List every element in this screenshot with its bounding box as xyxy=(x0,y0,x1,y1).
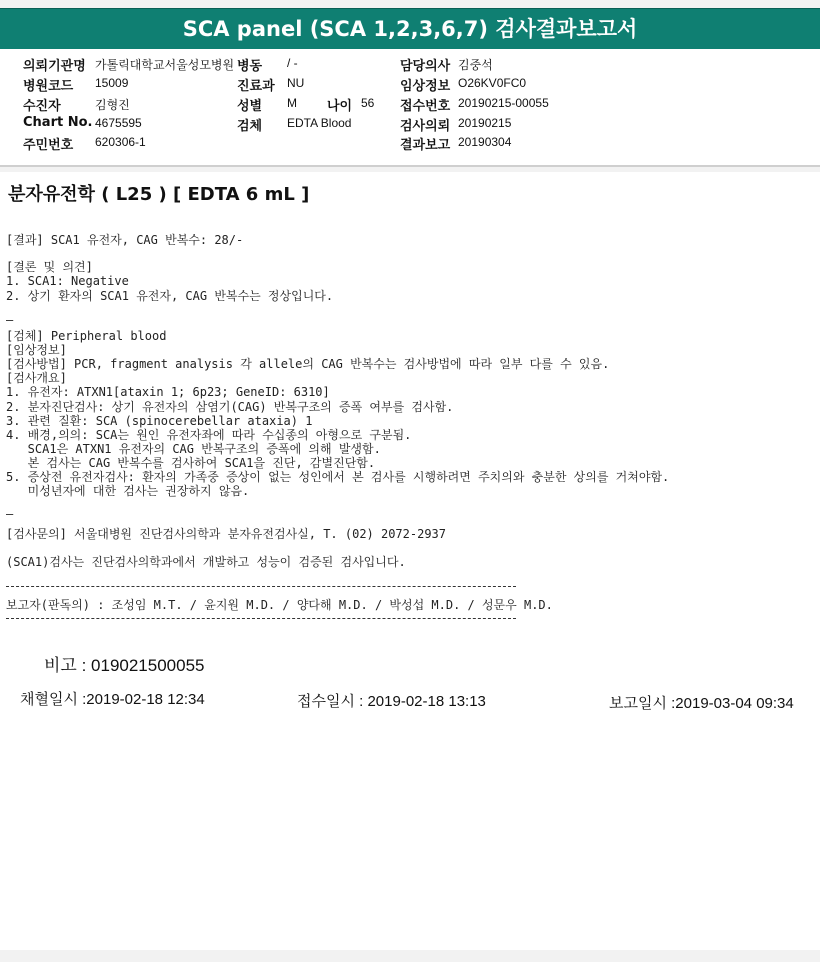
clinical-info-value: O26KV0FC0 xyxy=(458,76,527,90)
reporter-rule-bottom xyxy=(6,618,516,619)
chart-no-value: 4675595 xyxy=(95,116,142,130)
ward-value: / - xyxy=(287,56,298,70)
doctor-label: 담당의사 xyxy=(400,59,451,74)
collect-time-value: 2019-02-18 12:34 xyxy=(86,691,205,708)
reporters-line: 보고자(판독의) : 조성임 M.T. / 윤지원 M.D. / 양다해 M.D. / 박성섭 M.D. / 성문우 M.D. xyxy=(6,598,553,612)
clinical-info-label: 임상정보 xyxy=(400,79,451,94)
rrn-label: 주민번호 xyxy=(23,138,74,153)
collect-time-label: 채혈일시 : xyxy=(20,691,87,708)
institution-value: 가톨릭대학교서울성모병원 xyxy=(95,58,235,72)
remark-value: 019021500055 xyxy=(91,656,205,675)
overview-item-background-2: SCA1은 ATXN1 유전자의 CAG 반복구조의 증폭에 의해 발생함. xyxy=(6,442,381,456)
clinical-info-line: [임상정보] xyxy=(6,343,67,357)
receive-time-label: 접수일시 : xyxy=(297,693,364,710)
report-title-bar xyxy=(0,8,820,50)
collect-time xyxy=(20,688,205,709)
report-date-value: 20190304 xyxy=(458,135,512,149)
validation-line: (SCA1)검사는 진단검사의학과에서 개발하고 성능이 검증된 검사입니다. xyxy=(6,555,406,569)
specimen-line: [검체] Peripheral blood xyxy=(6,329,167,343)
dept-value: NU xyxy=(287,76,305,90)
inquiry-line: [검사문의] 서울대병원 진단검사의학과 분자유전검사실, T. (02) 2072-2937 xyxy=(6,527,447,541)
hospital-code-label: 병원코드 xyxy=(23,79,74,94)
overview-item-disease: 3. 관련 질환: SCA (spinocerebellar ataxia) 1 xyxy=(6,414,313,428)
overview-item-presymptomatic-2: 미성년자에 대한 검사는 권장하지 않음. xyxy=(6,484,250,498)
conclusion-item-2: 2. 상기 환자의 SCA1 유전자, CAG 반복수는 정상입니다. xyxy=(6,289,334,303)
specimen-value: EDTA Blood xyxy=(287,116,352,130)
sex-label: 성별 xyxy=(237,99,263,114)
result-line: [결과] SCA1 유전자, CAG 반복수: 28/- xyxy=(6,233,244,247)
conclusion-item-1: 1. SCA1: Negative xyxy=(6,274,129,288)
report-date-label: 결과보고 xyxy=(400,138,451,153)
overview-heading: [검사개요] xyxy=(6,371,67,385)
sex-value: M xyxy=(287,96,297,110)
overview-item-gene: 1. 유전자: ATXN1[ataxin 1; 6p23; GeneID: 6310] xyxy=(6,385,330,399)
specimen-label: 검체 xyxy=(237,119,263,134)
report-time-value: 2019-03-04 09:34 xyxy=(675,695,794,712)
request-date-value: 20190215 xyxy=(458,116,512,130)
accession-value: 20190215-00055 xyxy=(458,96,549,110)
hospital-code-value: 15009 xyxy=(95,76,129,90)
overview-item-presymptomatic: 5. 증상전 유전자검사: 환자의 가족중 증상이 없는 성인에서 본 검사를 시행하려면 주치의와 충분한 상의를 거쳐야함. xyxy=(6,470,670,484)
report-body xyxy=(0,172,820,950)
patient-value: 김형진 xyxy=(95,98,130,112)
overview-item-background-3: 본 검사는 CAG 반복수를 검사하여 SCA1을 진단, 감별진단함. xyxy=(6,456,376,470)
rrn-value: 620306-1 xyxy=(95,135,146,149)
patient-info-panel xyxy=(0,49,820,167)
overview-item-test: 2. 분자진단검사: 상기 유전자의 삼염기(CAG) 반복구조의 증폭 여부를 검사함. xyxy=(6,400,454,414)
institution-label: 의뢰기관명 xyxy=(23,59,86,74)
doctor-value: 김중석 xyxy=(458,58,493,72)
report-title: SCA panel (SCA 1,2,3,6,7) 검사결과보고서 xyxy=(182,17,638,41)
report-time-label: 보고일시 : xyxy=(609,695,676,712)
reporter-rule-top xyxy=(6,586,516,587)
chart-no-label: Chart No. xyxy=(23,115,93,130)
age-label: 나이 xyxy=(327,99,353,114)
separator-dash-2: — xyxy=(6,507,14,521)
receive-time-value: 2019-02-18 13:13 xyxy=(367,693,486,710)
conclusion-heading: [결론 및 의견] xyxy=(6,260,93,274)
section-heading: 분자유전학 ( L25 ) [ EDTA 6 mL ] xyxy=(8,184,310,205)
patient-label: 수진자 xyxy=(23,99,61,114)
remark xyxy=(44,651,205,676)
ward-label: 병동 xyxy=(237,59,263,74)
report-time xyxy=(609,692,794,713)
method-line: [검사방법] PCR, fragment analysis 각 allele의 CAG 반복수는 검사방법에 따라 일부 다를 수 있음. xyxy=(6,357,610,371)
remark-label: 비고 : xyxy=(44,656,87,675)
accession-label: 접수번호 xyxy=(400,99,451,114)
request-date-label: 검사의뢰 xyxy=(400,119,451,134)
age-value: 56 xyxy=(361,96,375,110)
overview-item-background: 4. 배경,의의: SCA는 원인 유전자좌에 따라 수십종의 아형으로 구분됨. xyxy=(6,428,412,442)
separator-dash: — xyxy=(6,313,14,327)
receive-time xyxy=(297,690,486,711)
dept-label: 진료과 xyxy=(237,79,275,94)
